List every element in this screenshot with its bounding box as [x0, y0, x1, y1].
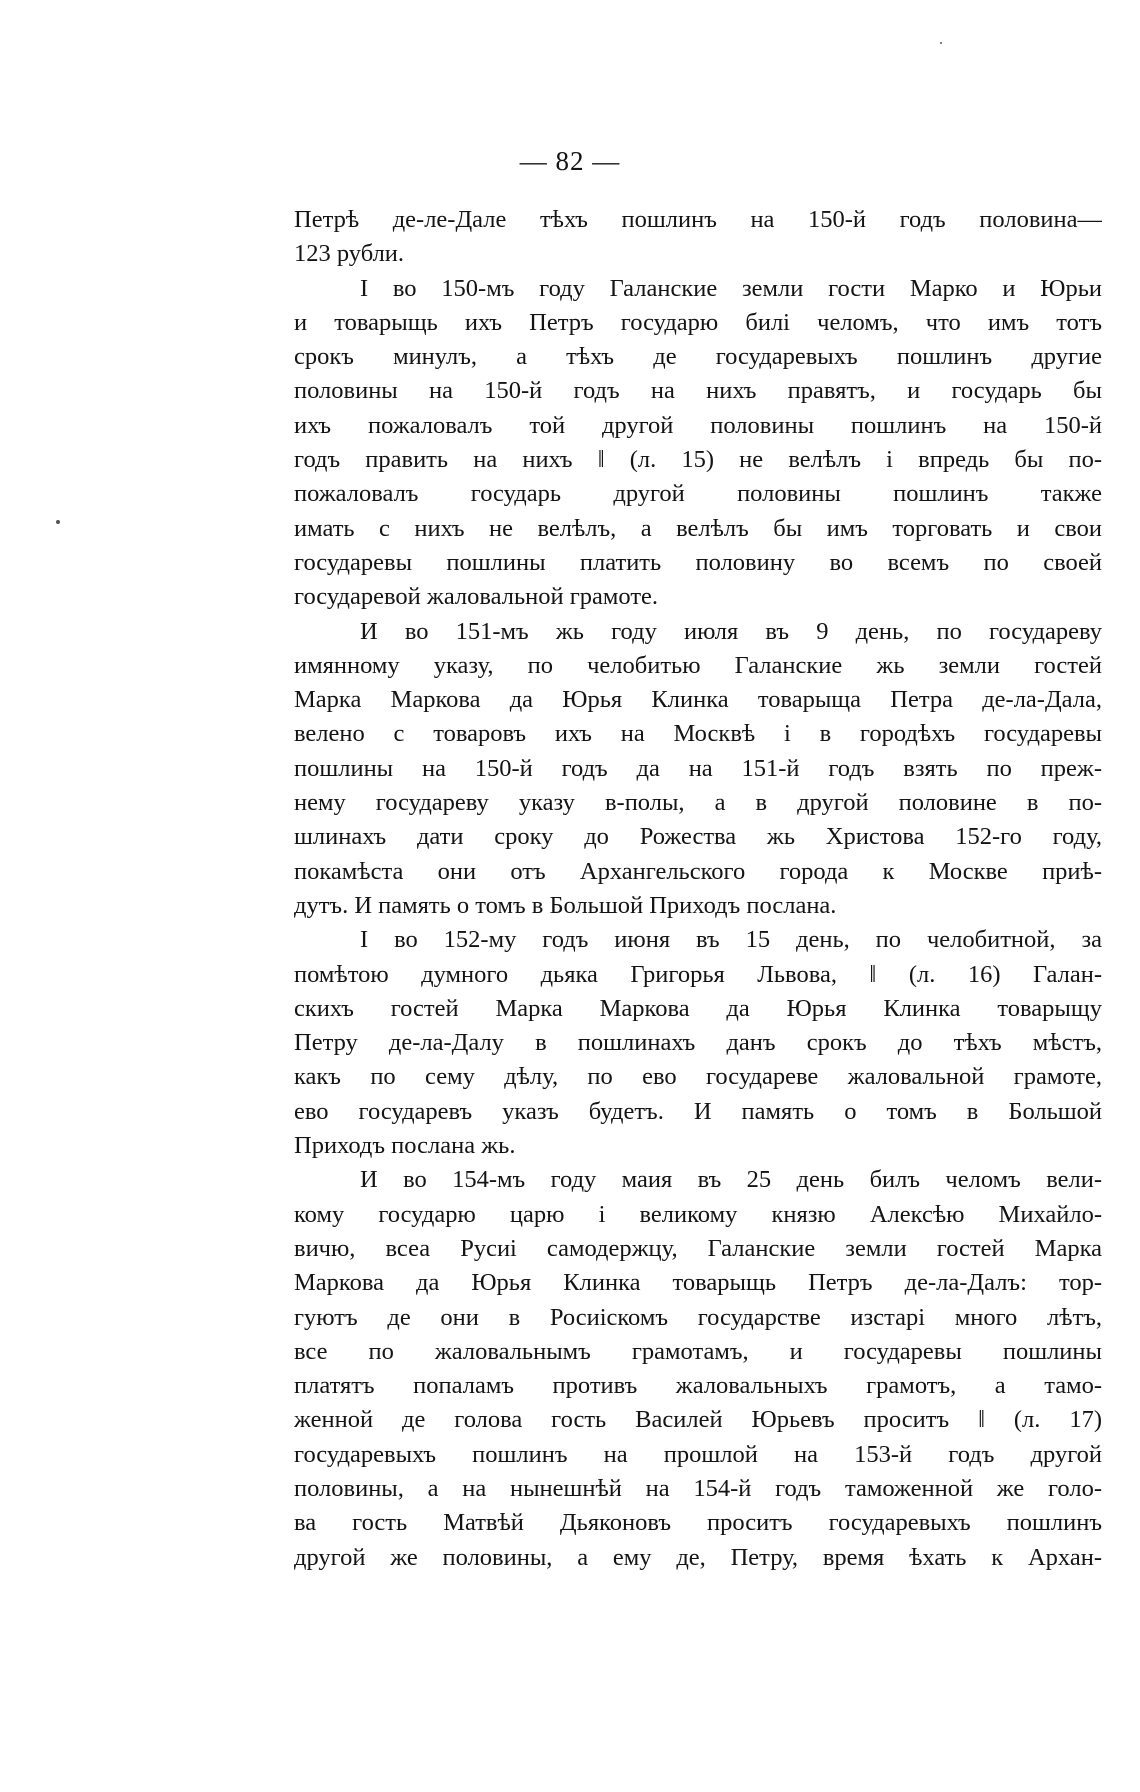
- text-line: ево государевъ указъ будетъ. И память о томъ в Большой: [294, 1097, 1102, 1125]
- text-line: половины, а на нынешнѣй на 154-й годъ таможенной же голо-: [294, 1474, 1102, 1502]
- text-line: ихъ пожаловалъ той другой половины пошлинъ на 150-й: [294, 411, 1102, 439]
- text-line: платятъ попаламъ противъ жаловальныхъ грамотъ, а тамо-: [294, 1372, 1102, 1400]
- text-line: имать с нихъ не велѣлъ, а велѣлъ бы имъ торговать и свои: [294, 514, 1102, 542]
- text-line: годъ править на нихъ ‖ (л. 15) не велѣлъ і впредь бы по-: [294, 446, 1102, 474]
- text-line: ва гость Матвѣй Дьяконовъ проситъ государевыхъ пошлинъ: [294, 1509, 1102, 1537]
- text-line: и товарыщь ихъ Петръ государю билі челомъ, что имъ тотъ: [294, 308, 1102, 336]
- text-line: государевой жаловальной грамоте.: [294, 583, 659, 611]
- text-line: вичю, всеа Русиі самодержцу, Галанские земли гостей Марка: [294, 1234, 1102, 1262]
- text-line: шлинахъ дати сроку до Рожества жь Христова 152-го году,: [294, 823, 1102, 851]
- text-line: государевы пошлины платить половину во всемъ по своей: [294, 548, 1102, 576]
- text-line: помѣтою думного дьяка Григорья Львова, ‖ (л. 16) Галан-: [294, 960, 1102, 988]
- text-line: Приходъ послана жь.: [294, 1132, 516, 1160]
- text-line: женной де голова гость Василей Юрьевъ проситъ ‖ (л. 17): [294, 1406, 1102, 1434]
- text-line: гуютъ де они в Росиіскомъ государстве изстарі много лѣтъ,: [294, 1303, 1102, 1331]
- text-line: І во 152-му годъ июня въ 15 день, по челобитной, за: [360, 926, 1102, 954]
- text-line: велено с товаровъ ихъ на Москвѣ і в городѣхъ государевы: [294, 720, 1102, 748]
- text-line: срокъ минулъ, а тѣхъ де государевыхъ пошлинъ другие: [294, 343, 1102, 371]
- text-line: кому государю царю і великому князю Алексѣю Михайло-: [294, 1200, 1102, 1228]
- text-line: И во 151-мъ жь году июля въ 9 день, по государеву: [360, 617, 1102, 645]
- text-line: Петру де-ла-Далу в пошлинахъ данъ срокъ до тѣхъ мѣстъ,: [294, 1029, 1102, 1057]
- text-line: покамѣста они отъ Архангельского города к Москве приѣ-: [294, 857, 1102, 885]
- scan-speck: [940, 42, 942, 44]
- text-line: І во 150-мъ году Галанские земли гости Марко и Юрьи: [360, 274, 1102, 302]
- text-line: государевыхъ пошлинъ на прошлой на 153-й годъ другой: [294, 1440, 1102, 1468]
- text-line: пожаловалъ государь другой половины пошлинъ также: [294, 480, 1102, 508]
- body-text: [294, 203, 1102, 1575]
- text-line: Марка Маркова да Юрья Клинка товарыща Петра де-ла-Дала,: [294, 686, 1102, 714]
- text-line: скихъ гостей Марка Маркова да Юрья Клинка товарыщу: [294, 994, 1102, 1022]
- text-line: какъ по сему дѣлу, по ево государеве жаловальной грамоте,: [294, 1063, 1102, 1091]
- text-line: все по жаловальнымъ грамотамъ, и государевы пошлины: [294, 1337, 1102, 1365]
- text-line: пошлины на 150-й годъ да на 151-й годъ взять по преж-: [294, 754, 1102, 782]
- page-number: — 82 —: [519, 146, 621, 176]
- text-line: другой же половины, а ему де, Петру, время ѣхать к Архан-: [294, 1543, 1102, 1571]
- text-line: дутъ. И память о томъ в Большой Приходъ послана.: [294, 891, 837, 919]
- scan-speck: [56, 520, 60, 524]
- text-line: 123 рубли.: [294, 240, 405, 268]
- text-line: И во 154-мъ году маия въ 25 день билъ челомъ вели-: [360, 1166, 1102, 1194]
- text-line: Маркова да Юрья Клинка товарыщь Петръ де-ла-Далъ: тор-: [294, 1269, 1102, 1297]
- text-line: половины на 150-й годъ на нихъ правятъ, и государь бы: [294, 377, 1102, 405]
- text-line: Петрѣ де-ле-Дале тѣхъ пошлинъ на 150-й годъ половина—: [294, 206, 1102, 233]
- text-line: имянному указу, по челобитью Галанские жь земли гостей: [294, 651, 1102, 679]
- text-line: нему государеву указу в-полы, а в другой половине в по-: [294, 789, 1102, 817]
